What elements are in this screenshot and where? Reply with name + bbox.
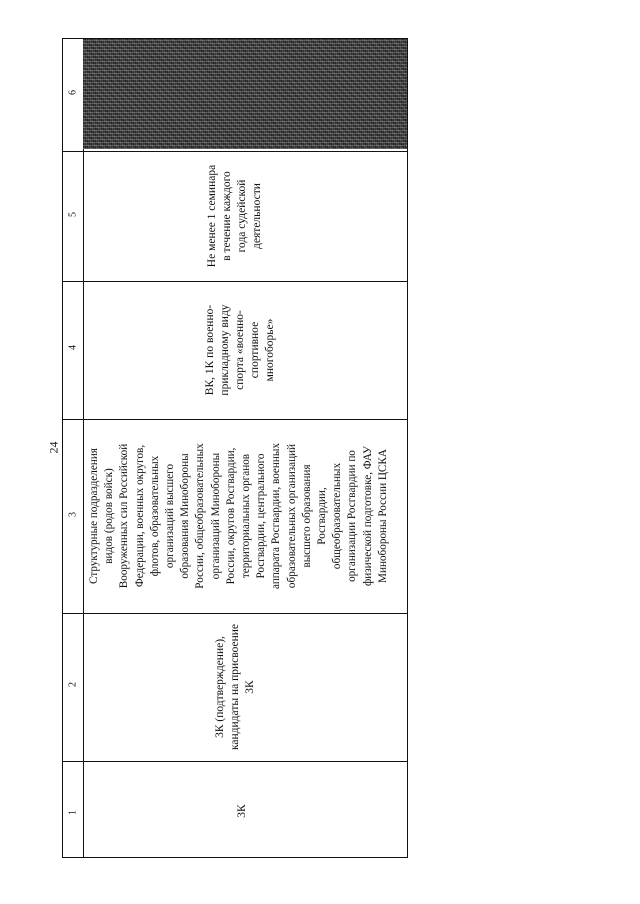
cell-col3-text: Структурные подразделения видов (родов войск) Вооруженных сил Российской Федерации, военных округов, флотов, образовательных организаций высшего образования Минобороны России, общеобразовательных организаций Минобороны России, округов Росгвардии, территориальных органов Росгвардии, центрального аппарата Росгвардии, военных образовательных организаций высшего образования Росгвардии, общеобразовательных организации Росгвардии по физической подготовке, ФАУ Минобороны России ЦСКА <box>88 443 389 589</box>
cell-col5 <box>85 151 407 281</box>
column-number-3: 3 <box>67 512 79 517</box>
column-number-6: 6 <box>67 90 79 95</box>
column-number-1: 1 <box>67 810 79 815</box>
column-number-5: 5 <box>67 212 79 217</box>
column-number-4: 4 <box>67 345 79 350</box>
cell-col1 <box>85 763 407 859</box>
cell-col4-text: ВК, 1К по военно- прикладному виду спорта «военно- спортивное многоборье» <box>204 304 277 396</box>
redacted-column-6 <box>83 39 407 149</box>
cell-col1-text: 3К <box>236 804 248 818</box>
page-number: 24 <box>46 441 61 454</box>
cell-col2-text: 3К (подтверждение), кандидаты на присвоение 3К <box>214 623 257 751</box>
table-frame <box>62 38 408 858</box>
cell-col2 <box>85 613 407 761</box>
cell-col4 <box>85 281 407 419</box>
cell-col3 <box>85 419 407 613</box>
cell-col5-text: Не менее 1 семинара в течение каждого года судейской деятельности <box>206 164 264 268</box>
column-divider <box>63 761 407 762</box>
header-divider <box>83 39 84 857</box>
column-number-2: 2 <box>67 682 79 687</box>
